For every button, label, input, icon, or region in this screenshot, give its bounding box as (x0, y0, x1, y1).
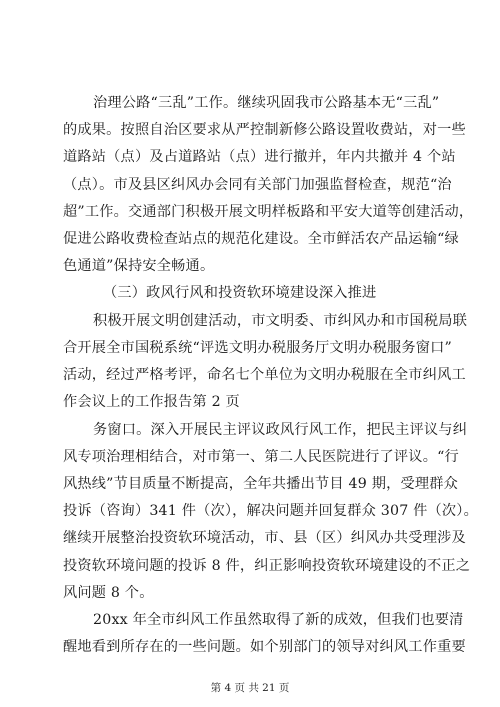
text-line: 风热线”节目质量不断提高，全年共播出节目 49 期，受理群众 (63, 476, 459, 492)
text-line: （点）。市及县区纠风办会同有关部门加强监督检查，规范“治 (63, 177, 452, 193)
text-line: 合开展全市国税系统“评选文明办税服务厅文明办税服务窗口” (63, 340, 452, 356)
text-line: 20xx 年全市纠风工作虽然取得了新的成效，但我们也要清 (93, 612, 464, 628)
text-line: 风问题 8 个。 (63, 585, 154, 601)
text-line: 务窗口。深入开展民主评议政风行风工作，把民主评议与纠 (93, 422, 468, 438)
text-line: 作会议上的工作报告第 2 页 (63, 394, 240, 410)
text-line: 继续开展整治投资软环境活动，市、县（区）纠风办共受理涉及 (63, 530, 466, 546)
text-line: 超”工作。交通部门积极开展文明样板路和平安大道等创建活动， (63, 204, 474, 220)
section-heading: （三）政风行风和投资软环境建设深入推进 (103, 285, 377, 301)
text-line: 的成果。按照自治区要求从严控制新修公路设置收费站，对一些 (63, 122, 466, 138)
text-line: 促进公路收费检查站点的规范化建设。全市鲜活农产品运输“绿 (63, 231, 459, 247)
text-line: 风专项治理相结合，对市第一、第二人民医院进行了评议。“行 (63, 449, 459, 465)
text-line: 醒地看到所存在的一些问题。如个别部门的领导对纠风工作重要 (63, 639, 466, 655)
page-footer: 第 4 页 共 21 页 (210, 682, 290, 694)
text-line: 道路站（点）及占道路站（点）进行撤并，年内共撤并 4 个站 (63, 149, 456, 165)
text-line: 治理公路“三乱”工作。继续巩固我市公路基本无“三乱” (93, 95, 440, 111)
text-line: 投资软环境问题的投诉 8 件，纠正影响投资软环境建设的不正之 (63, 558, 471, 574)
text-line: 积极开展文明创建活动，市文明委、市纠风办和市国税局联 (93, 313, 468, 329)
text-line: 活动，经过严格考评，命名七个单位为文明办税服在全市纠风工 (63, 367, 466, 383)
text-line: 投诉（咨询）341 件（次），解决问题并回复群众 307 件（次）。 (63, 503, 478, 519)
text-line: 色通道”保持安全畅通。 (63, 258, 215, 274)
